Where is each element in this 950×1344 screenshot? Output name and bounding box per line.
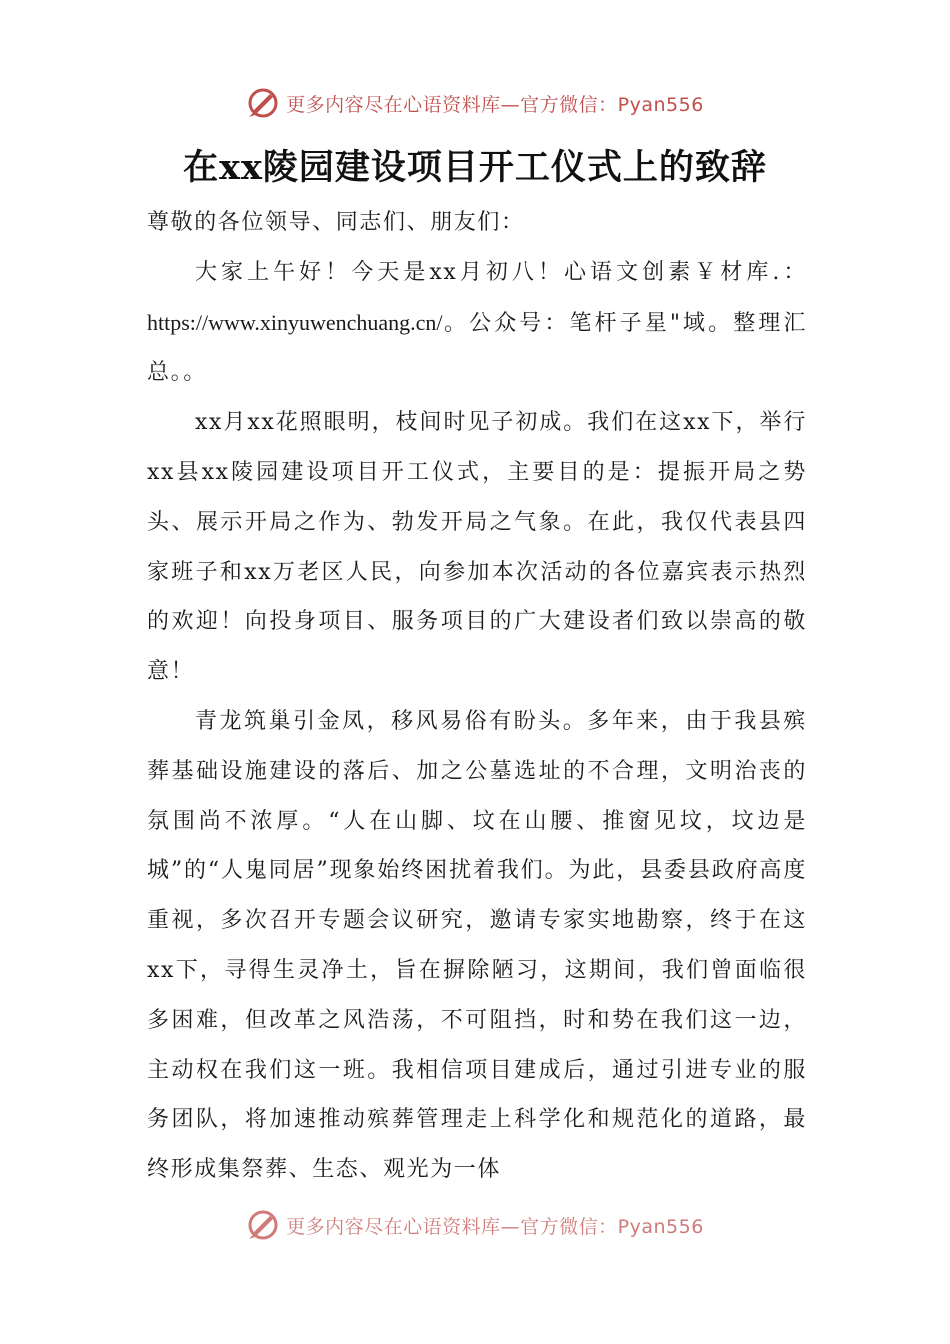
- watermark-logo-icon: [246, 1208, 280, 1242]
- watermark-text: 更多内容尽在心语资料库—官方微信：Pyan556: [286, 1215, 704, 1238]
- paragraph-1: [147, 248, 807, 398]
- page-title: 在xx陵园建设项目开工仪式上的致辞: [183, 147, 767, 188]
- paragraph-2: xx月xx花照眼明，枝间时见子初成。我们在这xx下，举行xx县xx陵园建设项目开工仪式，主要目的是：提振开局之势头、展示开局之作为、勃发开局之气象。在此，我仅代表县四家班子和xx万老区人民，向参加本次活动的各位嘉宾表示热烈的欢迎！向投身项目、服务项目的广大建设者们致以崇高的敬意！: [147, 410, 807, 685]
- document-body: [147, 198, 807, 1195]
- watermark-logo-icon: [246, 86, 280, 120]
- watermark-header: [0, 86, 950, 120]
- paragraph-1-tail: 。公众号：笔杆子星"域。整理汇总。。: [147, 310, 807, 386]
- watermark-text: 更多内容尽在心语资料库—官方微信：Pyan556: [286, 93, 704, 116]
- paragraph-1-intro: 大家上午好！今天是xx月初八！心语文创素￥材库.：: [195, 259, 807, 285]
- website-link[interactable]: https://www.xinyuwenchuang.cn/: [147, 309, 443, 335]
- watermark-footer: [0, 1208, 950, 1242]
- salutation: 尊敬的各位领导、同志们、朋友们：: [147, 210, 525, 235]
- paragraph-3: 青龙筑巢引金凤，移风易俗有盼头。多年来，由于我县殡葬基础设施建设的落后、加之公墓选址的不合理，文明治丧的氛围尚不浓厚。“人在山脚、坟在山腰、推窗见坟，坟边是城”的“人鬼同居”现象始终困扰着我们。为此，县委县政府高度重视，多次召开专题会议研究，邀请专家实地勘察，终于在这xx下，寻得生灵净土，旨在摒除陋习，这期间，我们曾面临很多困难，但改革之风浩荡，不可阻挡，时和势在我们这一边，主动权在我们这一班。我相信项目建成后，通过引进专业的服务团队，将加速推动殡葬管理走上科学化和规范化的道路，最终形成集祭葬、生态、观光为一体: [147, 708, 807, 1183]
